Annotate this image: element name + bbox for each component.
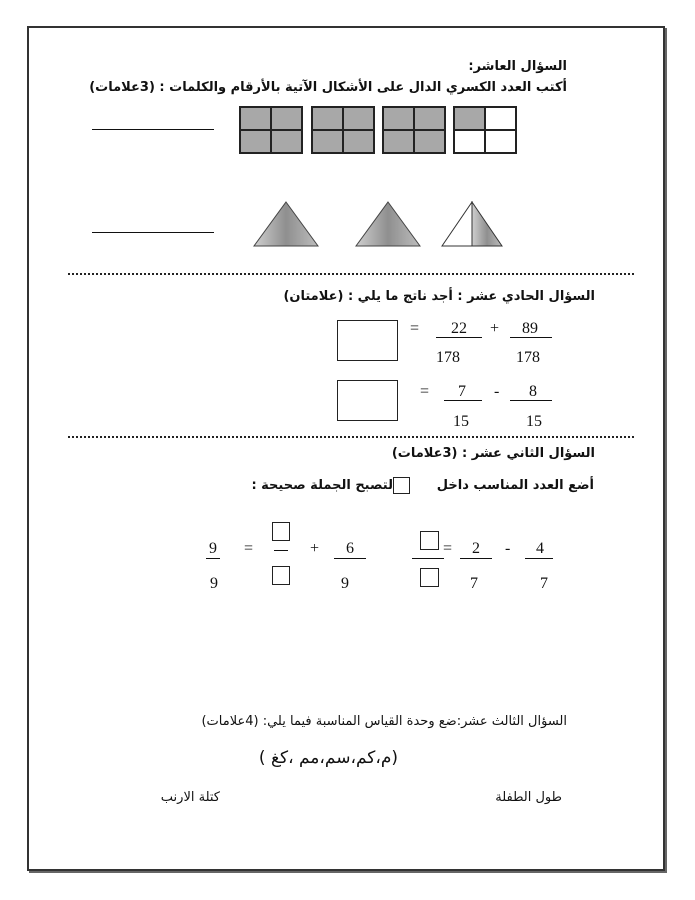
q12-r-a-bar — [334, 558, 366, 559]
q10-answer-line-2[interactable] — [92, 232, 214, 233]
fraction-triangle-1 — [253, 201, 319, 247]
q13-item-child-length: طول الطفلة — [495, 790, 562, 805]
q11-r2-op: - — [494, 383, 500, 400]
fraction-triangle-2 — [355, 201, 421, 247]
q11-r1-a-bar — [510, 337, 552, 338]
q11-r1-b-bar — [436, 337, 482, 338]
q11-r1-eq: = — [410, 320, 420, 337]
q11-r2-a-num: 8 — [529, 383, 537, 400]
q11-r2-a-bar — [510, 400, 552, 401]
q13-units: (م،كم،سم،مم ،كغ ) — [258, 748, 398, 768]
q12-r-a-num: 6 — [346, 540, 354, 557]
q12-l-a-num: 4 — [536, 540, 544, 557]
q10-instruction: أكتب العدد الكسري الدال على الأشكال الآتية بالأرقام والكلمات : (3علامات) — [89, 80, 567, 95]
q12-l-b-bar — [460, 558, 492, 559]
fraction-triangle-3 — [441, 201, 503, 247]
q12-instruction-part2: لتصبح الجملة صحيحة : — [251, 478, 393, 493]
q12-heading: السؤال الثاني عشر : (3علامات) — [391, 446, 595, 461]
q11-r2-answer-box[interactable] — [337, 380, 398, 421]
q10-heading: السؤال العاشر: — [468, 59, 567, 74]
q12-r-op: + — [310, 540, 320, 557]
q11-heading: السؤال الحادي عشر : أجد ناتج ما يلي : (علامتان) — [283, 289, 595, 304]
q11-r2-eq: = — [420, 383, 430, 400]
q11-r2-b-num: 7 — [458, 383, 466, 400]
q11-r2-b-den: 15 — [453, 413, 469, 430]
q12-l-a-bar — [525, 558, 553, 559]
q12-l-answer-num-box[interactable] — [420, 531, 439, 550]
q12-instruction-part1: أضع العدد المناسب داخل — [436, 478, 594, 493]
fraction-square-3 — [382, 106, 446, 154]
q11-r1-b-den: 178 — [436, 349, 460, 366]
q12-l-b-num: 2 — [472, 540, 480, 557]
q12-r-eq: = — [244, 540, 254, 557]
q11-r1-b-num: 22 — [451, 320, 467, 337]
q12-l-answer-bar — [412, 558, 444, 559]
q12-l-answer-den-box[interactable] — [420, 568, 439, 587]
q11-r2-b-bar — [444, 400, 482, 401]
q12-r-answer-bar — [274, 550, 288, 551]
separator-2 — [68, 436, 634, 438]
q12-l-eq: = — [443, 540, 453, 557]
fraction-square-1 — [239, 106, 303, 154]
fraction-square-4 — [453, 106, 517, 154]
q12-l-op: - — [505, 540, 511, 557]
q12-instruction-box-icon — [393, 477, 410, 494]
q12-r-a-den: 9 — [341, 575, 349, 592]
q12-r-c-num: 9 — [209, 540, 217, 557]
q12-r-c-den: 9 — [210, 575, 218, 592]
q11-r2-a-den: 15 — [526, 413, 542, 430]
q12-l-b-den: 7 — [470, 575, 478, 592]
q12-r-answer-den-box[interactable] — [272, 566, 290, 585]
q13-item-rabbit-mass: كتلة الارنب — [160, 790, 220, 805]
q10-answer-line-1[interactable] — [92, 129, 214, 130]
q11-r1-answer-box[interactable] — [337, 320, 398, 361]
q12-r-answer-num-box[interactable] — [272, 522, 290, 541]
separator-1 — [68, 273, 634, 275]
q11-r1-a-num: 89 — [522, 320, 538, 337]
q11-r1-op: + — [490, 320, 500, 337]
q13-heading: السؤال الثالث عشر:ضع وحدة القياس المناسبة فيما يلي: (4علامات) — [201, 714, 567, 729]
q11-r1-a-den: 178 — [516, 349, 540, 366]
q12-r-c-bar — [206, 558, 220, 559]
fraction-square-2 — [311, 106, 375, 154]
q12-l-a-den: 7 — [540, 575, 548, 592]
